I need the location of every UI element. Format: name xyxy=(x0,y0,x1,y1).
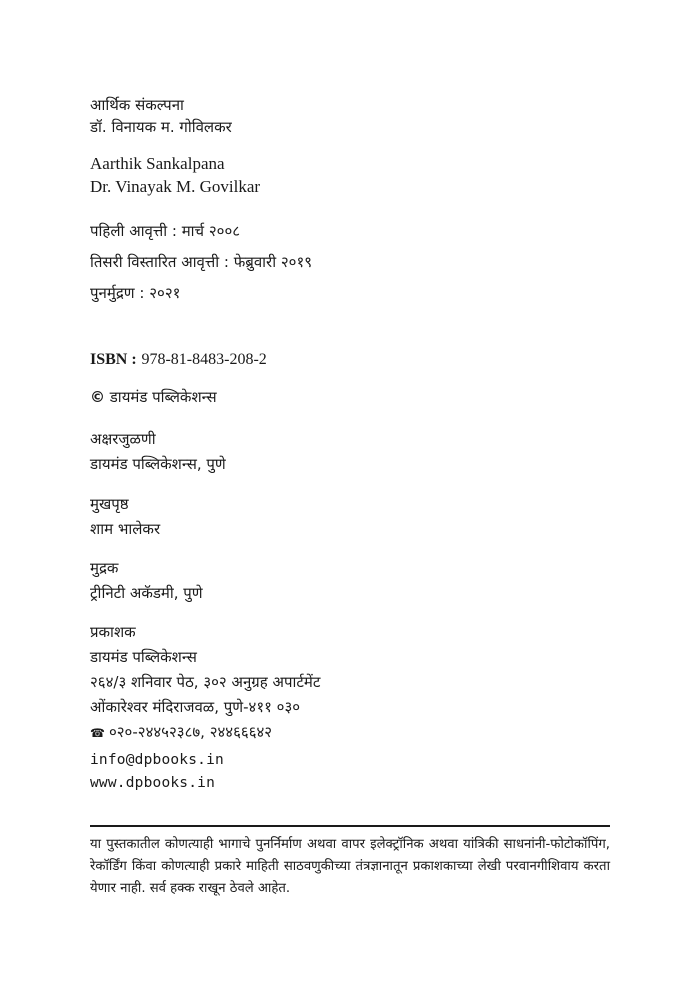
typesetting-value: डायमंड पब्लिकेशन्स, पुणे xyxy=(90,455,226,473)
printer-section xyxy=(90,556,650,606)
publisher-address-line-2: ओंकारेश्वर मंदिराजवळ, पुणे-४११ ०३० xyxy=(90,698,301,716)
author-english: Dr. Vinayak M. Govilkar xyxy=(90,177,261,196)
cover-value: शाम भालेकर xyxy=(90,520,161,538)
website-link[interactable]: www.dpbooks.in xyxy=(90,775,216,791)
typesetting-section xyxy=(90,427,650,477)
contact-section xyxy=(90,749,650,795)
email-link[interactable]: info@dpbooks.in xyxy=(90,752,224,768)
publisher-address-line-1: २६४/३ शनिवार पेठ, ३०२ अनुग्रह अपार्टमेंट xyxy=(90,673,321,691)
printer-heading: मुद्रक xyxy=(90,559,119,577)
publisher-section xyxy=(90,620,650,746)
title-block-english xyxy=(90,152,650,198)
typesetting-heading: अक्षरजुळणी xyxy=(90,430,156,448)
copyright-icon: © xyxy=(90,388,105,406)
isbn-value: 978-81-8483-208-2 xyxy=(141,351,267,368)
book-title-marathi: आर्थिक संकल्पना xyxy=(90,96,184,114)
reprint-edition: पुनर्मुद्रण : २०२१ xyxy=(90,284,181,302)
isbn xyxy=(90,348,650,371)
publisher-name: डायमंड पब्लिकेशन्स xyxy=(90,648,197,666)
cover-section xyxy=(90,492,650,542)
printer-value: ट्रीनिटी अकॅडमी, पुणे xyxy=(90,584,203,602)
isbn-label: ISBN : xyxy=(90,351,137,368)
phone-icon: ☎ xyxy=(90,726,105,740)
book-title-english: Aarthik Sankalpana xyxy=(90,154,225,173)
publisher-heading: प्रकाशक xyxy=(90,623,136,641)
first-edition: पहिली आवृत्ती : मार्च २००८ xyxy=(90,222,241,240)
author-marathi: डॉ. विनायक म. गोविलकर xyxy=(90,118,232,136)
phone-numbers: ०२०-२४४५२३८७, २४४६६६४२ xyxy=(108,723,273,741)
copyright-holder: डायमंड पब्लिकेशन्स xyxy=(109,388,217,406)
divider xyxy=(90,825,610,827)
cover-heading: मुखपृष्ठ xyxy=(90,495,129,513)
title-block-marathi xyxy=(90,94,650,138)
copyright-notice: या पुस्तकातील कोणत्याही भागाचे पुनर्निर्माण अथवा वापर इलेक्ट्रॉनिक अथवा यांत्रिकी साधनांनी-फोटोकॉपिंग, रेकॉर्डिंग किंवा कोणत्याही प्रकारे माहिती साठवणुकीच्या तंत्रज्ञानातून प्रकाशकाच्या लेखी परवानगीशिवाय करता येणार नाही. सर्व हक्क राखून ठेवले आहेत. xyxy=(90,837,610,896)
copyright-line xyxy=(90,386,650,408)
edition-info xyxy=(90,216,650,309)
publisher-phone xyxy=(90,720,650,746)
third-edition: तिसरी विस्तारित आवृत्ती : फेब्रुवारी २०१९ xyxy=(90,253,313,271)
